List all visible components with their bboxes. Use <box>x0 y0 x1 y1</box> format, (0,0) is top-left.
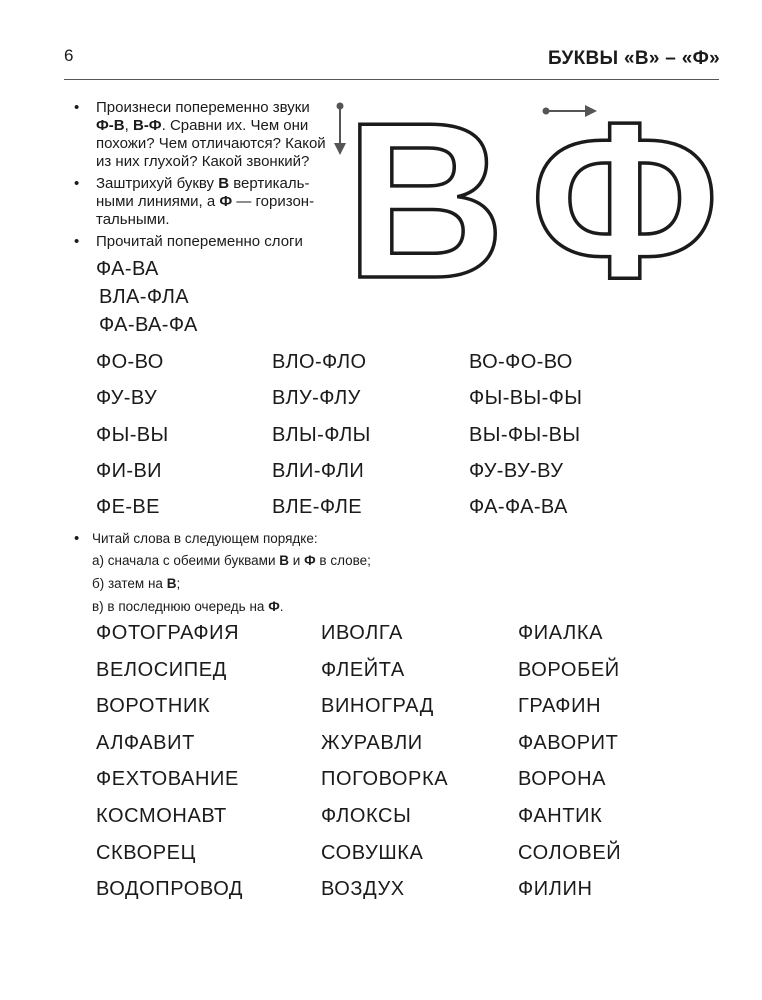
word-item: ВОРОНА <box>518 768 607 790</box>
bullet-icon: • <box>74 233 80 250</box>
word-item: ФЛЕЙТА <box>321 659 405 681</box>
big-letter-f: Ф <box>530 95 720 295</box>
reading-order-b: б) затем на В; <box>92 576 181 591</box>
syllable-item: ВЛЕ-ФЛЕ <box>272 496 363 518</box>
reading-order-c: в) в последнюю очередь на Ф. <box>92 599 284 614</box>
instruction-read-syllables: • Прочитай попеременно слоги <box>74 233 303 250</box>
word-item: ФАНТИК <box>518 805 603 827</box>
bullet-icon: • <box>74 530 80 547</box>
reading-order-a: а) сначала с обеими буквами В и Ф в слове; <box>92 553 371 568</box>
word-item: СОВУШКА <box>321 842 424 864</box>
word-item: ВОРОБЕЙ <box>518 659 620 681</box>
word-item: ПОГОВОРКА <box>321 768 449 790</box>
syllable-item: ФЫ-ВЫ-ФЫ <box>469 387 583 409</box>
syllable-item: ВЛО-ФЛО <box>272 351 367 373</box>
bullet-icon: • <box>74 175 80 192</box>
syllable-top: ФА-ВА <box>96 258 159 280</box>
word-item: ФИАЛКА <box>518 622 604 644</box>
syllable-item: ВЛИ-ФЛИ <box>272 460 365 482</box>
syllable-top: ВЛА-ФЛА <box>99 286 190 308</box>
syllable-top: ФА-ВА-ФА <box>99 314 198 336</box>
word-item: ФЛОКСЫ <box>321 805 412 827</box>
word-item: ВИНОГРАД <box>321 695 434 717</box>
word-item: ВОЗДУХ <box>321 878 405 900</box>
big-letter-v: В <box>345 95 506 295</box>
syllable-item: ВО-ФО-ВО <box>469 351 573 373</box>
word-item: СОЛОВЕЙ <box>518 842 622 864</box>
syllable-item: ФУ-ВУ <box>96 387 158 409</box>
big-letters-figure <box>320 95 740 295</box>
syllable-item: ФИ-ВИ <box>96 460 162 482</box>
word-item: СКВОРЕЦ <box>96 842 197 864</box>
syllable-item: ВЫ-ФЫ-ВЫ <box>469 424 581 446</box>
word-item: ФЕХТОВАНИЕ <box>96 768 239 790</box>
syllable-item: ВЛЫ-ФЛЫ <box>272 424 371 446</box>
word-item: ФИЛИН <box>518 878 593 900</box>
syllable-item: ФЫ-ВЫ <box>96 424 169 446</box>
word-item: ИВОЛГА <box>321 622 403 644</box>
word-item: ГРАФИН <box>518 695 602 717</box>
syllable-item: ФУ-ВУ-ВУ <box>469 460 564 482</box>
instruction-shade-letters: • Заштрихуй букву В вертикаль- ными линиями, а Ф — горизон- тальными. <box>74 175 315 228</box>
word-item: ФОТОГРАФИЯ <box>96 622 240 644</box>
word-item: ФАВОРИТ <box>518 732 619 754</box>
word-item: АЛФАВИТ <box>96 732 195 754</box>
syllable-item: ФЕ-ВЕ <box>96 496 160 518</box>
word-item: ВОДОПРОВОД <box>96 878 244 900</box>
word-item: ВОРОТНИК <box>96 695 211 717</box>
syllable-item: ФО-ВО <box>96 351 164 373</box>
syllable-item: ВЛУ-ФЛУ <box>272 387 361 409</box>
word-item: ЖУРАВЛИ <box>321 732 423 754</box>
page-number: 6 <box>64 46 74 65</box>
word-item: ВЕЛОСИПЕД <box>96 659 227 681</box>
header-rule <box>64 79 719 80</box>
instruction-compare-sounds: • Произнеси попеременно звуки Ф-В, В-Ф. Сравни их. Чем они похожи? Чем отличаются? Какой из них глухой? Какой звонкий? <box>74 99 326 170</box>
syllable-item: ФА-ФА-ВА <box>469 496 568 518</box>
bullet-icon: • <box>74 99 80 116</box>
page-title: БУКВЫ «В» – «Ф» <box>547 48 720 69</box>
instruction-reading-order: • Читай слова в следующем порядке: <box>74 530 318 547</box>
word-item: КОСМОНАВТ <box>96 805 227 827</box>
